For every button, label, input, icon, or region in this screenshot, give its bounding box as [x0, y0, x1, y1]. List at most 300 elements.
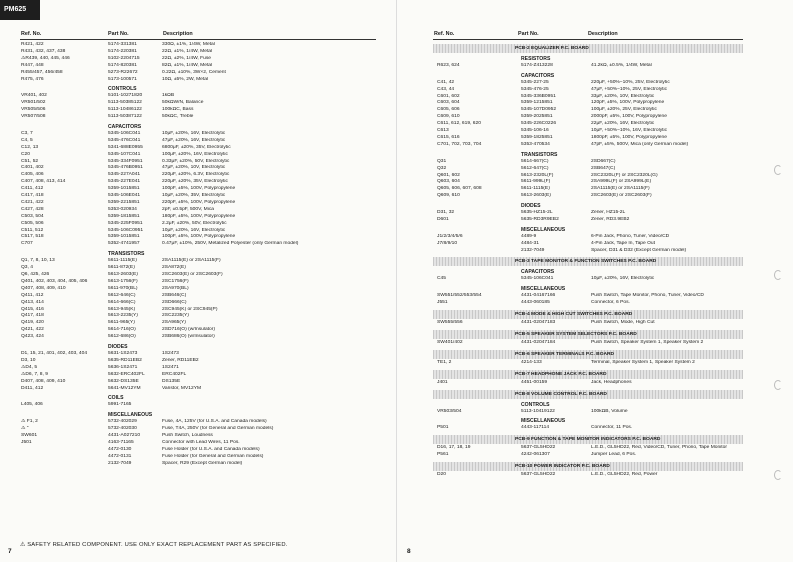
table-row	[21, 228, 376, 235]
desc-cell: Connector with Lead Wires, 11 Pos.	[162, 439, 240, 445]
part-cell: 5631-1S2473	[108, 350, 138, 356]
desc-cell: 2SD716(O) (w/Insulator)	[162, 327, 215, 333]
desc-cell: 100μF, ±20%, 16V, Electrolytic	[162, 151, 228, 157]
part-cell: 5353-470534	[521, 141, 550, 147]
table-row	[21, 272, 376, 279]
desc-cell: 50kΩC, Treble	[162, 114, 194, 120]
desc-cell: 100kΩC, Bass	[162, 107, 194, 113]
table-row	[21, 159, 376, 166]
table-row	[21, 93, 376, 100]
part-cell: 4472-0131	[108, 453, 132, 459]
ref-cell: ⚠ "	[21, 426, 29, 432]
ref-cell: J501	[21, 439, 32, 445]
table-row	[437, 128, 743, 135]
col-desc-header-r: Description	[588, 31, 618, 37]
ref-cell	[21, 447, 108, 454]
ref-cell	[21, 251, 108, 258]
part-cell: CAPACITORS	[521, 269, 555, 276]
part-cell: MISCELLANEOUS	[521, 286, 566, 293]
ref-cell: C707	[21, 241, 33, 247]
ref-cell: C605, 606	[437, 107, 460, 113]
part-cell: 5635-RD3R9EB2	[521, 216, 559, 222]
safety-footnote: ⚠ SAFETY RELATED COMPONENT. USE ONLY EXACT REPLACEMENT PART AS SPECIFIED.	[20, 542, 288, 548]
table-row	[437, 360, 743, 367]
binder-hole-icon	[774, 470, 782, 480]
table-row	[21, 358, 376, 365]
table-row	[437, 445, 743, 452]
part-cell: 5635-HZ15-2L	[521, 210, 553, 216]
desc-cell: 47μF, +50%−10%, 25V, Electrolytic	[591, 86, 668, 92]
desc-cell	[591, 269, 743, 276]
table-row	[21, 86, 376, 93]
ref-cell	[21, 454, 108, 461]
part-cell: 5611-1115(E)	[108, 258, 137, 264]
table-row	[437, 135, 743, 142]
table-row	[21, 327, 376, 334]
part-cell: 5613-1756(F)	[108, 278, 138, 284]
table-row	[21, 351, 376, 358]
ref-cell: VR505/506	[21, 107, 46, 113]
pcb-section-bar: PCB-10 POWER INDICATOR P.C. BOARD	[433, 462, 743, 471]
desc-cell: 100pF, ±5%, 100V, Polypropylene	[162, 234, 236, 240]
table-row	[437, 227, 743, 234]
ref-cell: Q32	[437, 165, 447, 171]
desc-cell: ERC402FL	[162, 371, 187, 377]
table-row	[21, 293, 376, 300]
desc-cell: Spacer, D31 & D32 (Except German model)	[591, 247, 687, 253]
part-cell: 5613-945(K)	[108, 306, 136, 312]
ref-cell	[437, 152, 521, 159]
ref-cell: D31, 32	[437, 210, 455, 216]
ref-cell: C503, 504	[21, 213, 44, 219]
table-row	[437, 425, 743, 432]
desc-cell: 100kΩB, Volume	[591, 408, 628, 414]
desc-cell	[162, 395, 376, 402]
part-cell: 5345-107D0952	[521, 107, 557, 113]
desc-cell	[591, 418, 743, 425]
desc-cell: Varistor, MV12YM	[162, 385, 202, 391]
ref-cell: P501	[437, 425, 449, 431]
ref-cell	[21, 395, 108, 402]
table-row	[21, 124, 376, 131]
table-row	[437, 107, 743, 114]
desc-cell: 100μF, ±20%, 25V, Electrolytic	[591, 107, 657, 113]
part-cell: 5173-100571	[108, 76, 137, 82]
ref-cell: R455/457, 456/458	[21, 69, 63, 75]
desc-cell: 6800μF, ±20%, 35V, Electrolytic	[162, 144, 231, 150]
ref-cell: C603, 604	[437, 100, 460, 106]
table-row	[437, 121, 743, 128]
ref-cell: Q413, 414	[21, 299, 44, 305]
part-cell: 5635-RD11EB2	[108, 357, 142, 363]
table-row	[21, 265, 376, 272]
col-ref-header-r: Ref. No.	[434, 31, 455, 37]
ref-cell	[21, 124, 108, 131]
table-row	[21, 114, 376, 121]
desc-cell: Fuse, T4A, 250V (for General and German models)	[162, 426, 274, 432]
table-row	[21, 193, 376, 200]
model-tag: PM625	[0, 0, 40, 20]
ref-cell: VR507/508	[21, 114, 46, 120]
table-row	[437, 73, 743, 80]
table-row	[437, 234, 743, 241]
part-cell: 5632-ERC402FL	[108, 371, 145, 377]
desc-cell	[162, 124, 376, 131]
table-row	[21, 214, 376, 221]
ref-cell: Q415, 416	[21, 306, 44, 312]
table-row	[21, 152, 376, 159]
table-row	[21, 179, 376, 186]
pcb-section-bar: PCB-4 MODE & HIGH CUT SWITCHES P.C. BOARD	[433, 310, 743, 319]
binder-hole-icon	[774, 380, 782, 390]
desc-cell: 33μF, ±20%, 10V, Electrolytic	[591, 93, 655, 99]
part-cell: 5345-334F0951	[108, 158, 143, 164]
table-row	[21, 344, 376, 351]
left-parts-table	[21, 42, 376, 467]
desc-cell: 2SC2235(Y)	[162, 313, 189, 319]
table-row	[437, 159, 743, 166]
desc-cell: Fuse Holder (for General and German models)	[162, 453, 264, 459]
part-cell: 4214-133	[521, 359, 542, 365]
desc-cell: 1800pF, ±5%, 100V, Polypropylene	[591, 134, 667, 140]
table-row	[21, 279, 376, 286]
table-row	[437, 63, 743, 70]
ref-cell: SW555/556	[437, 320, 463, 325]
table-row	[437, 452, 743, 459]
part-cell: 5345-227-25	[521, 79, 549, 85]
table-row	[437, 340, 743, 347]
desc-cell: 100pF, ±5%, 100V, Polypropylene	[162, 186, 236, 192]
ref-cell: Q423, 424	[21, 334, 44, 340]
ref-cell: C3, 7	[21, 130, 33, 136]
ref-cell	[21, 344, 108, 351]
ref-cell: C411, 412	[21, 186, 44, 192]
part-cell: 5614-667(C)	[521, 158, 549, 164]
table-row	[21, 286, 376, 293]
ref-cell	[437, 203, 521, 210]
part-cell: 4451-00159	[521, 379, 548, 385]
ref-cell: D1, 15, 21, 401, 402, 403, 404	[21, 350, 88, 356]
part-cell: 5345-225F0951	[108, 220, 143, 226]
ref-cell	[437, 227, 521, 234]
part-cell: TRANSISTORS	[108, 251, 145, 258]
desc-cell: 47μF, ±20%, 10V, Electrolytic	[162, 165, 226, 171]
ref-cell	[437, 402, 521, 409]
desc-cell: 0.47μF, ±10%, 250V, Metalized Polyester (only German model)	[162, 241, 299, 247]
desc-cell: 2SA970(BL)	[162, 285, 189, 291]
ref-cell: Q419, 420	[21, 320, 44, 326]
part-cell: 4431-A027210	[108, 432, 141, 438]
part-cell: RESISTORS	[521, 56, 551, 62]
ref-cell: Q401, 402, 403, 404, 405, 406	[21, 278, 88, 284]
ref-cell: C45	[437, 276, 446, 282]
table-row	[21, 100, 376, 107]
ref-cell: Q603, 604	[437, 179, 460, 185]
ref-cell: P561	[437, 452, 449, 458]
desc-cell: 4-Pin Jack, Tape In, Tape Out	[591, 240, 655, 246]
desc-cell: 47μF, ±20%, 16V, Electrolytic	[162, 137, 226, 143]
part-cell: CAPACITORS	[108, 123, 142, 130]
table-row	[21, 307, 376, 314]
ref-cell: C401, 402	[21, 165, 44, 171]
table-row	[21, 320, 376, 327]
table-row	[21, 313, 376, 320]
part-cell: 4472-0130	[108, 446, 132, 452]
part-cell: 5345-106E041	[108, 193, 141, 199]
desc-cell: 220μF, +50%−10%, 25V, Electrolytic	[591, 79, 670, 85]
desc-cell: Terminal, Speaker System 1, Speaker System 2	[591, 359, 695, 365]
desc-cell: 180pF, ±5%, 100V, Polypropylene	[162, 213, 236, 219]
part-cell: 5113-50387122	[108, 114, 142, 120]
part-cell: MISCELLANEOUS	[521, 418, 566, 425]
desc-cell: 2SA1115(E) or 2SA1115(F)	[591, 186, 650, 192]
page-number-left: 7	[8, 548, 12, 555]
ref-cell	[437, 56, 521, 63]
part-cell: 5636-1S2471	[108, 364, 138, 370]
part-cell: 5359-1825851	[521, 134, 553, 140]
part-cell: 5345-336B0951	[521, 93, 556, 99]
part-cell: 5113-10486122	[108, 107, 142, 113]
part-cell: 4431-02047184	[521, 339, 556, 345]
table-row	[21, 461, 376, 468]
part-cell: 5113-10419122	[521, 408, 555, 414]
table-row	[437, 380, 743, 387]
part-cell: TRANSISTORS	[521, 151, 558, 158]
table-row	[437, 193, 743, 200]
part-cell: COILS	[108, 395, 124, 402]
desc-cell: 1S2471	[162, 364, 179, 370]
ref-cell: ⚠ F1, 2	[21, 419, 38, 425]
ref-cell: C611, 612, 619, 620	[437, 121, 481, 127]
table-row	[437, 94, 743, 101]
col-part-header-r: Part No.	[518, 31, 539, 37]
table-row	[21, 300, 376, 307]
table-row	[21, 419, 376, 426]
desc-cell: 2SB647(C)	[591, 165, 616, 171]
desc-cell	[162, 402, 376, 409]
part-cell: 5612-686(O)	[108, 334, 136, 340]
desc-cell: 50kΩW/N, Balance	[162, 100, 204, 106]
desc-cell: Connector, 6 Pos.	[591, 300, 630, 306]
ref-cell: D601	[437, 216, 449, 222]
table-row	[21, 200, 376, 207]
desc-cell: DS135E	[162, 378, 181, 384]
desc-cell: L.E.D., GL5HD22, Red, Power	[591, 472, 658, 478]
desc-cell: Fuse Holder (for U.S.A. and Canada models)	[162, 446, 260, 452]
desc-cell	[162, 251, 376, 258]
desc-cell: Push Switch, Mode, High Cut	[591, 320, 655, 325]
part-cell: 2132-7049	[108, 460, 132, 466]
desc-cell: 2SC2320L(F) or 2SC2320L(G)	[591, 172, 658, 178]
part-cell: CONTROLS	[521, 401, 550, 408]
table-row	[437, 320, 743, 327]
table-row	[437, 100, 743, 107]
ref-cell: VR401, 402	[21, 93, 47, 99]
desc-cell	[162, 86, 376, 93]
part-cell: 5732-402029	[108, 419, 137, 425]
ref-cell: D3, 10	[21, 357, 36, 363]
col-ref-header: Ref. No.	[21, 31, 42, 37]
part-cell: 5613-2320L(F)	[521, 172, 554, 178]
part-cell: 5359-1215851	[521, 100, 553, 106]
table-row	[21, 70, 376, 77]
part-cell: MISCELLANEOUS	[108, 412, 153, 419]
desc-cell: Spacer, R29 (Except German model)	[162, 460, 243, 466]
pcb-section-bar: PCB-8 VOLUME CONTROL P.C. BOARD	[433, 390, 743, 399]
part-cell: 5991-7165	[108, 402, 132, 408]
ref-cell	[437, 248, 521, 255]
part-cell: 5613-2235(Y)	[108, 313, 138, 319]
table-row	[21, 165, 376, 172]
part-cell: 5611-965(Y)	[108, 320, 135, 326]
left-page	[0, 0, 396, 562]
ref-cell: C511, 512	[21, 227, 44, 233]
desc-cell: 2SC1756(F)	[162, 278, 189, 284]
table-row	[21, 145, 376, 152]
ref-cell: ⚠R439, 440, 445, 446	[21, 55, 70, 61]
col-desc-header: Description	[163, 31, 193, 37]
ref-cell: Q407, 408, 409, 410	[21, 285, 66, 291]
part-cell: 5611-999L(F)	[521, 179, 551, 185]
table-row	[437, 203, 743, 210]
part-cell: 4163-71165	[108, 439, 134, 445]
table-row	[437, 56, 743, 63]
ref-cell: C701, 702, 703, 704	[437, 141, 482, 147]
desc-cell: 2SC2603(E) or 2SC2603(F)	[162, 272, 223, 277]
table-row	[437, 402, 743, 409]
ref-cell: J551	[437, 300, 448, 306]
ref-cell: C417, 418	[21, 193, 44, 199]
part-cell: 5174-Z413228	[521, 62, 553, 68]
desc-cell: Push Switch, Loudness	[162, 432, 213, 438]
table-row	[21, 49, 376, 56]
table-row	[21, 107, 376, 114]
desc-cell	[591, 286, 743, 293]
desc-cell: Fuse, 4A, 125V (for U.S.A. and Canada models)	[162, 419, 267, 425]
desc-cell: 10μF, ±20%, 16V, Electrolytic	[162, 130, 226, 136]
part-cell: CONTROLS	[108, 86, 137, 93]
part-cell: 4484-31	[521, 240, 539, 246]
part-cell: 5174-331381	[108, 42, 137, 47]
part-cell: 5613-2603(E)	[521, 193, 551, 199]
ref-cell: C4, 5	[21, 137, 33, 143]
table-row	[21, 386, 376, 393]
ref-cell: J1/2/3/4/5/6	[437, 233, 463, 239]
ref-cell: R431, 432, 437, 438	[21, 48, 66, 54]
part-cell: 5612-647(C)	[521, 165, 549, 171]
desc-cell: 220pF, ±5%, 100V, Polypropylene	[162, 199, 236, 205]
table-row	[437, 217, 743, 224]
desc-cell: 47pF, ±5%, 500V, Mica (only German model)	[591, 141, 689, 147]
part-cell: 5345-106-16	[521, 128, 549, 134]
part-cell: 5345-227A041	[108, 172, 141, 178]
right-page	[396, 0, 793, 562]
desc-cell: 41.2kΩ, ±0.5%, 1/4W, Metal	[591, 62, 652, 68]
desc-cell	[591, 227, 743, 234]
part-cell: 5113-50385122	[108, 100, 142, 106]
table-row	[21, 131, 376, 138]
ref-cell: J7/8/9/10	[437, 240, 458, 246]
table-row	[437, 300, 743, 307]
ref-cell: VR501/502	[21, 100, 46, 106]
ref-cell: J401	[437, 379, 448, 385]
part-cell: 5174-820381	[108, 62, 137, 68]
ref-cell: C517, 518	[21, 234, 44, 240]
part-cell: 5102-2204715	[108, 55, 140, 61]
part-cell: 5359-1815851	[108, 213, 140, 219]
ref-cell: Q31	[437, 158, 447, 164]
part-cell: 2132-7049	[521, 247, 545, 253]
table-row	[21, 56, 376, 63]
table-row	[21, 207, 376, 214]
ref-cell: L405, 406	[21, 402, 43, 408]
ref-cell: C427, 428	[21, 206, 44, 212]
part-cell: 4431-02047183	[521, 320, 556, 325]
ref-cell: C505, 506	[21, 220, 44, 226]
desc-cell	[591, 73, 743, 80]
table-row	[21, 251, 376, 258]
ref-cell: Q3, 4	[21, 265, 33, 271]
table-row	[437, 276, 743, 283]
part-cell: 5345-227E041	[108, 179, 141, 185]
desc-cell: 1S2473	[162, 350, 179, 356]
part-cell: DIODES	[521, 203, 541, 210]
part-cell: 5345-226C0226	[521, 121, 557, 127]
table-row	[437, 269, 743, 276]
ref-cell: R447, 448	[21, 62, 44, 68]
pcb-section-bar: PCB-5 SPEAKER SYSTEM SELECTORS P.C. BOARD	[433, 330, 743, 339]
desc-cell: 2.2μF, ±20%, 50V, Electrolytic	[162, 220, 227, 226]
desc-cell: L.E.D., GL5HD22, Red, Video/CD, Tuner, Phono, Tape Monitor	[591, 445, 728, 451]
ref-cell: C609, 610	[437, 114, 460, 120]
table-row	[21, 241, 376, 248]
part-cell: 5611-970(BL)	[108, 285, 138, 291]
ref-cell: Q417, 418	[21, 313, 44, 319]
table-row	[437, 179, 743, 186]
ref-cell	[21, 86, 108, 93]
part-cell: 4443-060185	[521, 300, 550, 306]
desc-cell: 2SC945(K) or 2SC945(P)	[162, 306, 218, 312]
table-row	[21, 258, 376, 265]
table-row	[21, 379, 376, 386]
pcb-section-bar: PCB-6 SPEAKER TERMINALS P.C. BOARD	[433, 350, 743, 359]
table-row	[21, 426, 376, 433]
desc-cell: 330Ω, ±1%, 1/4W, Metal	[162, 42, 215, 47]
ref-cell: R421, 422	[21, 42, 44, 47]
desc-cell: 22μF, ±20%, 16V, Electrolytic	[591, 121, 655, 127]
ref-cell: C615, 616	[437, 134, 460, 140]
pcb-section-bar: PCB-7 HEADPHONE JACK P.C. BOARD	[433, 370, 743, 379]
table-row	[437, 166, 743, 173]
desc-cell: 2pF, ±0.5pF, 500V, Mica	[162, 206, 214, 212]
table-row	[437, 286, 743, 293]
desc-cell: 2SD666(C)	[162, 299, 187, 305]
ref-cell: D16, 17, 18, 19	[437, 445, 471, 451]
desc-cell: 2SA872(E)	[162, 265, 186, 271]
ref-cell: Q601, 602	[437, 172, 460, 178]
part-cell: 5359-2025851	[521, 114, 553, 120]
ref-cell	[21, 461, 108, 468]
table-row	[437, 472, 743, 479]
ref-cell: SW551/552/553/554	[437, 293, 482, 299]
part-cell: 5359-2215851	[108, 199, 140, 205]
desc-cell: Zener, RD3.9EB2	[591, 216, 630, 222]
pcb-section-bar: PCB-9 FUNCTION & TAPE MONITOR INDICATORS P.C. BOARD	[433, 435, 743, 444]
part-cell: 5637-GL5HD22	[521, 472, 556, 478]
table-row	[21, 440, 376, 447]
desc-cell: 0.22Ω, ±10%, 3W×2, Cement	[162, 69, 226, 75]
ref-cell	[21, 412, 108, 419]
